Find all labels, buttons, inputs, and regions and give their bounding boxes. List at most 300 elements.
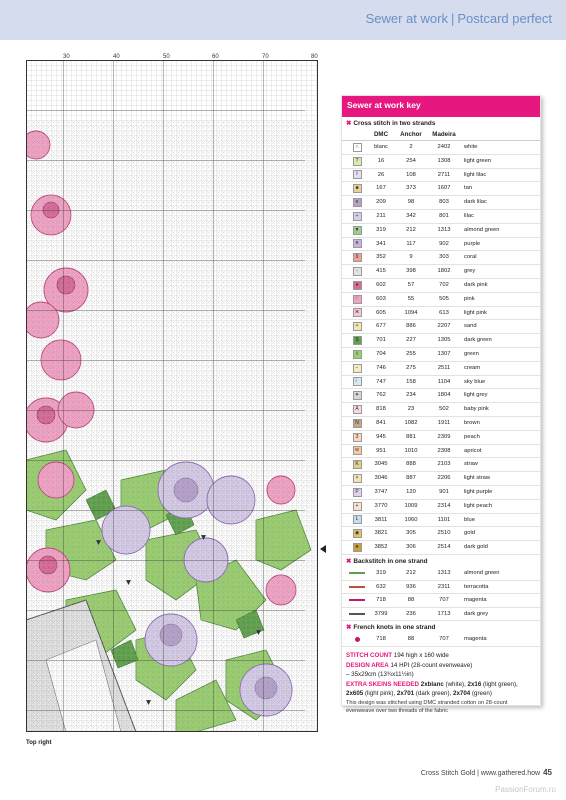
symbol-cell <box>346 419 368 428</box>
dmc-code: 3799 <box>374 610 388 617</box>
anchor-code: 1094 <box>404 309 418 316</box>
colour-name: light pink <box>464 309 487 316</box>
colour-name: dark gold <box>464 544 488 551</box>
anchor-code: 373 <box>406 185 416 192</box>
key-row <box>342 417 540 431</box>
anchor-code: 55 <box>407 295 415 302</box>
dmc-code: 718 <box>376 597 386 604</box>
page-number: 45 <box>543 768 552 777</box>
dmc-code: 167 <box>376 185 386 192</box>
key-row <box>342 486 540 500</box>
axis-number: 80 <box>311 54 318 60</box>
colour-name: tan <box>464 185 473 192</box>
cross-stitch-rows <box>342 141 540 555</box>
anchor-code: 88 <box>407 636 415 643</box>
anchor-code: 888 <box>406 461 416 468</box>
colour-name: sky blue <box>464 378 486 385</box>
key-row <box>342 633 540 647</box>
dmc-code: 319 <box>376 226 386 233</box>
colour-name: apricot <box>464 447 482 454</box>
symbol-cell <box>346 637 368 642</box>
backstitch-section <box>342 555 540 567</box>
axis-number: 40 <box>113 54 120 60</box>
cross-stitch-section <box>342 117 540 129</box>
symbol-cell <box>346 281 368 290</box>
symbol-cell <box>346 267 368 276</box>
symbol-cell <box>346 295 368 304</box>
anchor-code: 23 <box>407 406 415 413</box>
key-row <box>342 403 540 417</box>
stitch-count-value: 194 high x 160 wide <box>393 651 449 659</box>
chart-illustration <box>26 60 318 732</box>
dmc-code: 605 <box>376 309 386 316</box>
colour-name: dark green <box>464 337 492 344</box>
key-row <box>342 541 540 555</box>
stitch-symbol-icon: ∩ <box>353 143 362 152</box>
symbol-cell <box>346 143 368 152</box>
cross-icon: ✖ <box>346 624 352 632</box>
skein-quantity: 2x16 <box>467 681 482 689</box>
key-row <box>342 362 540 376</box>
colour-name: dark pink <box>464 281 488 288</box>
key-row <box>342 594 540 608</box>
anchor-code: 886 <box>406 323 416 330</box>
dmc-code: 746 <box>376 364 386 371</box>
skein-quantity: 2x701 <box>396 689 415 697</box>
anchor-code: 275 <box>406 364 416 371</box>
symbol-cell <box>346 377 368 386</box>
anchor-code: 236 <box>406 610 416 617</box>
skein-colour: (green) <box>470 689 492 697</box>
colour-name: almond green <box>464 226 500 233</box>
symbol-cell <box>346 336 368 345</box>
madeira-code: 901 <box>439 488 449 495</box>
key-row <box>342 141 540 155</box>
key-row <box>342 527 540 541</box>
french-knot-icon <box>355 637 360 642</box>
symbol-cell <box>346 322 368 331</box>
colour-name: baby pink <box>464 406 489 413</box>
stitch-symbol-icon: w <box>353 446 362 455</box>
stitch-symbol-icon: ■ <box>353 184 362 193</box>
colour-name: light straw <box>464 475 491 482</box>
dmc-code: 3770 <box>374 502 388 509</box>
stitch-symbol-icon: + <box>353 502 362 511</box>
stitch-symbol-icon: ♡ <box>353 295 362 304</box>
stitch-symbol-icon: ÷ <box>353 212 362 221</box>
backstitch-rows <box>342 567 540 621</box>
key-row <box>342 581 540 595</box>
skein-quantity: 2x704 <box>453 689 471 697</box>
madeira-code: 303 <box>439 254 449 261</box>
colour-name: blue <box>464 516 475 523</box>
anchor-code: 158 <box>406 378 416 385</box>
madeira-code: 1101 <box>437 516 451 523</box>
colour-name: lilac <box>464 212 474 219</box>
colour-name: cream <box>464 364 481 371</box>
madeira-code: 2311 <box>437 583 451 590</box>
symbol-cell <box>346 184 368 193</box>
anchor-code: 57 <box>407 281 415 288</box>
colour-name: magenta <box>464 636 487 643</box>
madeira-code: 707 <box>439 597 449 604</box>
dmc-code: 747 <box>376 378 386 385</box>
dmc-code: 3811 <box>374 516 388 523</box>
dmc-code: 3852 <box>374 544 388 551</box>
design-area <box>342 660 540 679</box>
colour-name: magenta <box>464 597 487 604</box>
cross-icon: ✖ <box>346 120 352 127</box>
dmc-code: 211 <box>376 212 386 219</box>
madeira-code: 1313 <box>437 226 451 233</box>
name-column <box>460 129 540 140</box>
colour-name: gold <box>464 530 475 537</box>
madeira-code: 1104 <box>437 378 451 385</box>
key-row <box>342 155 540 169</box>
madeira-code: 1313 <box>437 569 451 576</box>
symbol-cell <box>346 212 368 221</box>
key-row <box>342 431 540 445</box>
section-name: Sewer at work <box>365 11 448 26</box>
section-label: French knots in one strand <box>353 624 436 632</box>
key-panel <box>341 95 541 714</box>
anchor-code: 306 <box>406 544 416 551</box>
madeira-code: 1607 <box>437 185 451 192</box>
madeira-code: 1308 <box>437 157 451 164</box>
skein-colour: (light green), <box>481 681 518 689</box>
stitch-symbol-icon: × <box>353 474 362 483</box>
anchor-code: 9 <box>409 254 413 261</box>
symbol-cell <box>346 239 368 248</box>
french-knots-section <box>342 621 540 633</box>
key-row <box>342 608 540 622</box>
dmc-code: 677 <box>376 323 386 330</box>
anchor-code: 1082 <box>404 419 418 426</box>
design-area-size: – 35x29cm (13¾x11½in) <box>346 670 414 678</box>
colour-name: light lilac <box>464 171 487 178</box>
stitch-symbol-icon: 9 <box>353 253 362 262</box>
cross-icon: ✖ <box>346 557 352 565</box>
chart-corner-label: Top right <box>26 740 52 746</box>
colour-name: light purple <box>464 488 493 495</box>
key-row <box>342 196 540 210</box>
key-row <box>342 251 540 265</box>
stitch-symbol-icon: ★ <box>353 543 362 552</box>
page-footer <box>421 768 552 777</box>
stitch-symbol-icon: ◉ <box>353 529 362 538</box>
dmc-code: 818 <box>376 406 386 413</box>
key-row <box>342 458 540 472</box>
madeira-code: 1307 <box>437 350 451 357</box>
madeira-code: 2402 <box>437 144 451 150</box>
dmc-code: 951 <box>376 447 386 454</box>
stitch-symbol-icon: ◊ <box>353 350 362 359</box>
madeira-code: 1713 <box>437 610 451 617</box>
key-row <box>342 389 540 403</box>
section-subtitle: Postcard perfect <box>457 11 552 26</box>
key-row <box>342 445 540 459</box>
key-row <box>342 169 540 183</box>
colour-name: light grey <box>464 392 488 399</box>
madeira-code: 2711 <box>437 171 451 178</box>
symbol-cell <box>346 474 368 483</box>
watermark: PassionForum.ru <box>495 785 556 794</box>
symbol-cell <box>346 460 368 469</box>
symbol-cell <box>346 405 368 414</box>
key-row <box>342 307 540 321</box>
skein-quantity: 2xblanc <box>420 681 444 689</box>
key-row <box>342 348 540 362</box>
section-label: Cross stitch in two strands <box>353 120 436 127</box>
key-title: Sewer at work key <box>342 96 540 117</box>
stitch-symbol-icon: N <box>353 419 362 428</box>
colour-name: peach <box>464 433 480 440</box>
stitch-symbol-icon: ʀ <box>353 239 362 248</box>
symbol-cell <box>346 198 368 207</box>
madeira-code: 2510 <box>437 530 451 537</box>
skein-quantity: 2x605 <box>346 689 364 697</box>
madeira-code: 707 <box>439 636 449 643</box>
backstitch-line-icon <box>349 599 365 601</box>
colour-name: light green <box>464 157 492 164</box>
stitch-count-label: STITCH COUNT <box>346 651 393 659</box>
madeira-code: 801 <box>439 212 449 219</box>
key-row <box>342 376 540 390</box>
madeira-code: 2314 <box>437 502 451 509</box>
design-area-label: DESIGN AREA <box>346 662 389 670</box>
stitch-symbol-icon: ? <box>353 157 362 166</box>
dmc-code: 3045 <box>374 461 388 468</box>
colour-name: grey <box>464 268 476 275</box>
dmc-code: 209 <box>376 199 386 206</box>
axis-number: 30 <box>63 54 70 60</box>
axis-number: 50 <box>163 54 170 60</box>
colour-name: dark grey <box>464 610 489 617</box>
symbol-cell <box>346 350 368 359</box>
dmc-code: 704 <box>376 350 386 357</box>
symbol-cell <box>346 226 368 235</box>
dmc-code: 352 <box>376 254 386 261</box>
key-row <box>342 320 540 334</box>
skein-colour: (white), <box>443 681 468 689</box>
key-column-header <box>342 129 540 141</box>
separator: | <box>450 11 455 26</box>
madeira-column-header: Madeira <box>432 131 456 138</box>
anchor-code: 305 <box>406 530 416 537</box>
anchor-column-header: Anchor <box>400 131 422 138</box>
stitch-symbol-icon: ♦ <box>353 281 362 290</box>
design-area-value: 14 HPI (28-count evenweave) <box>390 662 473 670</box>
key-row <box>342 514 540 528</box>
anchor-code: 98 <box>407 199 415 206</box>
dmc-code: 341 <box>376 240 386 247</box>
madeira-code: 2511 <box>437 364 451 371</box>
colour-name: white <box>464 144 478 150</box>
symbol-cell <box>346 488 368 497</box>
dmc-code: 632 <box>376 583 386 590</box>
backstitch-line-icon <box>349 586 365 588</box>
key-row <box>342 224 540 238</box>
stitch-symbol-icon: I <box>353 170 362 179</box>
anchor-code: 212 <box>406 569 416 576</box>
madeira-code: 502 <box>439 406 449 413</box>
dmc-code: 762 <box>376 392 386 399</box>
stitch-symbol-icon: ✧ <box>353 322 362 331</box>
extra-skeins <box>342 679 540 698</box>
key-row <box>342 210 540 224</box>
anchor-code: 887 <box>406 475 416 482</box>
anchor-code: 881 <box>406 433 416 440</box>
symbol-cell <box>346 170 368 179</box>
madeira-code: 803 <box>439 199 449 206</box>
symbol-cell <box>346 529 368 538</box>
colour-name: light peach <box>464 502 493 509</box>
stitch-symbol-icon: $ <box>353 336 362 345</box>
madeira-code: 1911 <box>437 419 451 426</box>
stitch-symbol-icon: ж <box>353 308 362 317</box>
dmc-code: 945 <box>376 433 386 440</box>
stitch-symbol-icon: − <box>353 364 362 373</box>
madeira-code: 1305 <box>437 337 451 344</box>
symbol-cell <box>346 308 368 317</box>
backstitch-line-icon <box>349 572 365 574</box>
dmc-code: 3821 <box>374 530 388 537</box>
stitching-note: This design was stitched using DMC stranded cotton on 28-count evenweave over two threads of the fabric <box>346 699 508 714</box>
anchor-code: 255 <box>406 350 416 357</box>
anchor-code: 2 <box>409 144 413 150</box>
symbol-cell <box>346 502 368 511</box>
madeira-code: 613 <box>439 309 449 316</box>
key-row <box>342 293 540 307</box>
symbol-column <box>346 129 368 140</box>
stitch-symbol-icon: K <box>353 460 362 469</box>
stitch-symbol-icon: A <box>353 405 362 414</box>
colour-name: dark lilac <box>464 199 487 206</box>
footer-text: Cross Stitch Gold | www.gathered.how <box>420 770 541 777</box>
dmc-code: 3747 <box>374 488 388 495</box>
symbol-cell <box>346 253 368 262</box>
stitch-count <box>342 650 540 660</box>
header-title <box>366 11 552 26</box>
colour-name: almond green <box>464 569 500 576</box>
colour-name: pink <box>464 295 475 302</box>
french-knot-rows <box>342 633 540 647</box>
madeira-code: 702 <box>439 281 449 288</box>
anchor-code: 254 <box>406 157 416 164</box>
dmc-code: 16 <box>377 157 385 164</box>
anchor-code: 227 <box>406 337 416 344</box>
dmc-code: 841 <box>376 419 386 426</box>
dmc-code: blanc <box>374 144 388 150</box>
dmc-code: 603 <box>376 295 386 302</box>
key-row <box>342 238 540 252</box>
skein-colour: (light pink), <box>363 689 397 697</box>
anchor-code: 212 <box>406 226 416 233</box>
madeira-code: 2309 <box>437 433 451 440</box>
stitch-symbol-icon: L <box>353 515 362 524</box>
anchor-code: 1010 <box>404 447 418 454</box>
colour-name: terracotta <box>464 583 489 590</box>
colour-name: straw <box>464 461 478 468</box>
symbol-cell <box>346 515 368 524</box>
section-label: Backstitch in one strand <box>353 557 428 565</box>
symbol-cell <box>346 572 368 574</box>
dmc-code: 319 <box>376 569 386 576</box>
madeira-code: 2207 <box>437 323 451 330</box>
key-row <box>342 182 540 196</box>
anchor-code: 342 <box>406 212 416 219</box>
anchor-code: 108 <box>406 171 416 178</box>
anchor-code: 234 <box>406 392 416 399</box>
anchor-code: 398 <box>406 268 416 275</box>
madeira-code: 1804 <box>437 392 451 399</box>
backstitch-line-icon <box>349 613 365 615</box>
dmc-code: 701 <box>376 337 386 344</box>
colour-name: green <box>464 350 479 357</box>
madeira-code: 2206 <box>437 475 451 482</box>
anchor-code: 88 <box>407 597 415 604</box>
symbol-cell <box>346 364 368 373</box>
skein-colour: (dark green), <box>414 689 453 697</box>
stitch-symbol-icon: e <box>353 198 362 207</box>
symbol-cell <box>346 613 368 615</box>
colour-name: sand <box>464 323 477 330</box>
symbol-cell <box>346 433 368 442</box>
axis-number: 70 <box>262 54 269 60</box>
key-row <box>342 472 540 486</box>
madeira-code: 2103 <box>437 461 451 468</box>
madeira-code: 902 <box>439 240 449 247</box>
stitch-symbol-icon: ☾ <box>353 377 362 386</box>
symbol-cell <box>346 543 368 552</box>
anchor-code: 936 <box>406 583 416 590</box>
key-row <box>342 334 540 348</box>
symbol-cell <box>346 446 368 455</box>
dmc-code: 602 <box>376 281 386 288</box>
madeira-code: 2308 <box>437 447 451 454</box>
dmc-code: 26 <box>377 171 385 178</box>
stitch-symbol-icon: ▼ <box>353 226 362 235</box>
symbol-cell <box>346 586 368 588</box>
anchor-code: 1009 <box>404 502 418 509</box>
anchor-code: 120 <box>406 488 416 495</box>
madeira-code: 2514 <box>437 544 451 551</box>
cross-stitch-chart <box>26 60 318 732</box>
colour-name: brown <box>464 419 480 426</box>
symbol-cell <box>346 391 368 400</box>
key-row <box>342 500 540 514</box>
key-row <box>342 279 540 293</box>
colour-name: purple <box>464 240 481 247</box>
symbol-cell <box>346 599 368 601</box>
stitch-symbol-icon: ◦ <box>353 267 362 276</box>
dmc-column-header: DMC <box>373 131 389 138</box>
stitch-symbol-icon: P <box>353 488 362 497</box>
anchor-code: 1060 <box>404 516 418 523</box>
axis-number: 60 <box>212 54 219 60</box>
dmc-code: 718 <box>376 636 386 643</box>
key-row <box>342 265 540 279</box>
madeira-code: 1802 <box>437 268 451 275</box>
colour-name: coral <box>464 254 477 261</box>
anchor-code: 117 <box>406 240 416 247</box>
dmc-code: 3046 <box>374 475 388 482</box>
stitch-symbol-icon: ✦ <box>353 391 362 400</box>
stitch-symbol-icon: 3 <box>353 433 362 442</box>
madeira-code: 505 <box>439 295 449 302</box>
key-row <box>342 567 540 581</box>
center-arrow-icon <box>320 545 326 553</box>
